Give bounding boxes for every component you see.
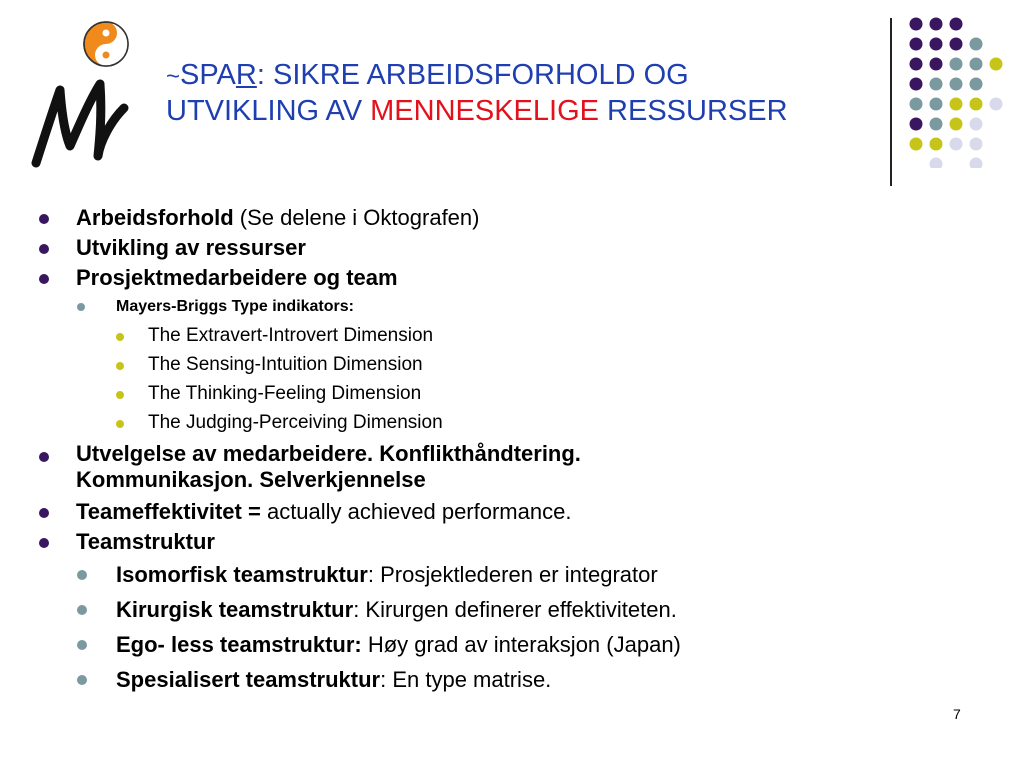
bullet-dot-icon [39,244,49,254]
yin-yang-icon [84,22,128,66]
teamstruktur-name: Ego- less teamstruktur: [116,632,362,657]
title-rest1: : SIKRE ARBEIDSFORHOLD OG [256,59,689,91]
decorative-dot [930,38,943,51]
bullet-text: actually achieved performance. [266,499,572,524]
decorative-dot [930,118,943,131]
bullet-dot-icon [39,274,49,284]
bullet-dot-icon [39,214,49,224]
decorative-dot [910,18,923,31]
bullet-dot-icon [77,570,87,580]
decorative-dot-grid [895,8,1015,168]
bullet-dot-icon [116,420,124,428]
decorative-dot [930,58,943,71]
title-line2b: RESSURSER [598,95,788,127]
decorative-dot [910,138,923,151]
bullet-teameffektivitet [32,497,992,527]
teamstruktur-name: Kirurgisk teamstruktur [116,597,354,622]
decorative-dot [950,138,963,151]
dimension-text: The Judging-Perceiving Dimension [148,412,443,433]
teamstruktur-item [32,592,992,627]
decorative-dot [930,18,943,31]
sub-bullet-mayers-briggs [32,293,992,321]
title-line2-red: MENNESKELIGE [370,95,599,127]
bullet-prosjektmedarbeidere [32,263,992,293]
bullet-dot-icon [77,675,87,685]
decorative-dot [970,58,983,71]
logo [26,18,146,173]
decorative-dot [970,78,983,91]
decorative-dot [930,158,943,169]
dimension-item [32,408,992,437]
dimension-text: The Thinking-Feeling Dimension [148,383,422,404]
title-divider [890,18,892,186]
decorative-dot [970,158,983,169]
bullet-bold-text: Prosjektmedarbeidere og team [76,265,398,290]
decorative-dot [910,38,923,51]
teamstruktur-desc: : Kirurgen definerer effektiviteten. [353,597,677,622]
title-r: R [235,59,257,91]
decorative-dot [950,58,963,71]
bullet-dot-icon [116,362,124,370]
bullet-dot-icon [116,333,124,341]
title-line2a: UTVIKLING AV [166,95,371,127]
bullet-arbeidsforhold [32,203,992,233]
dimension-item [32,379,992,408]
decorative-dot [930,78,943,91]
decorative-dot [930,98,943,111]
title-spa: SPA [180,59,236,91]
bullet-bold-text-line2: Kommunikasjon. Selverkjennelse [76,467,426,492]
dimension-item [32,321,992,350]
dimension-text: The Sensing-Intuition Dimension [148,354,423,375]
decorative-dot [970,38,983,51]
decorative-dot [910,78,923,91]
bullet-dot-icon [39,538,49,548]
dimension-text: The Extravert-Introvert Dimension [148,325,434,346]
decorative-dot [910,98,923,111]
teamstruktur-name: Isomorfisk teamstruktur [116,562,368,587]
bullet-utvikling [32,233,992,263]
bullet-dot-icon [77,605,87,615]
decorative-dot [910,118,923,131]
teamstruktur-name: Spesialisert teamstruktur [116,667,381,692]
dimension-item [32,350,992,379]
bullet-bold-text-line1: Utvelgelse av medarbeidere. Konflikthåndtering. [76,441,581,466]
decorative-dot [910,58,923,71]
bullet-text: (Se delene i Oktografen) [233,205,480,230]
bullet-teamstruktur [32,527,992,557]
decorative-dot [950,78,963,91]
teamstruktur-item [32,627,992,662]
teamstruktur-desc: : En type matrise. [380,667,552,692]
decorative-dot [950,118,963,131]
decorative-dot [970,118,983,131]
bullet-dot-icon [77,303,85,311]
teamstruktur-item [32,662,992,697]
title-tilde: ~ [166,63,181,90]
teamstruktur-desc: Høy grad av interaksjon (Japan) [361,632,681,657]
bullet-dot-icon [39,508,49,518]
teamstruktur-item [32,557,992,592]
decorative-dot [970,138,983,151]
page-number: 7 [953,706,961,722]
decorative-dot [970,98,983,111]
decorative-dot [990,58,1003,71]
decorative-dot [950,18,963,31]
slide-content [32,203,992,697]
bullet-dot-icon [77,640,87,650]
decorative-dot [950,38,963,51]
bullet-dot-icon [39,452,49,462]
decorative-dot [930,138,943,151]
decorative-dot [950,98,963,111]
decorative-dot [990,98,1003,111]
bullet-bold-text: Teameffektivitet = [76,499,267,524]
bullet-bold-text: Utvikling av ressurser [76,235,306,260]
bullet-utvelgelse [32,441,992,493]
bullet-dot-icon [116,391,124,399]
teamstruktur-desc: : Prosjektlederen er integrator [367,562,658,587]
page-title [166,58,788,128]
sub-bullet-text: Mayers-Briggs Type indikators: [116,298,354,315]
bullet-bold-text: Teamstruktur [76,529,215,554]
m-letter-icon [36,84,124,163]
bullet-bold-text: Arbeidsforhold [76,205,234,230]
